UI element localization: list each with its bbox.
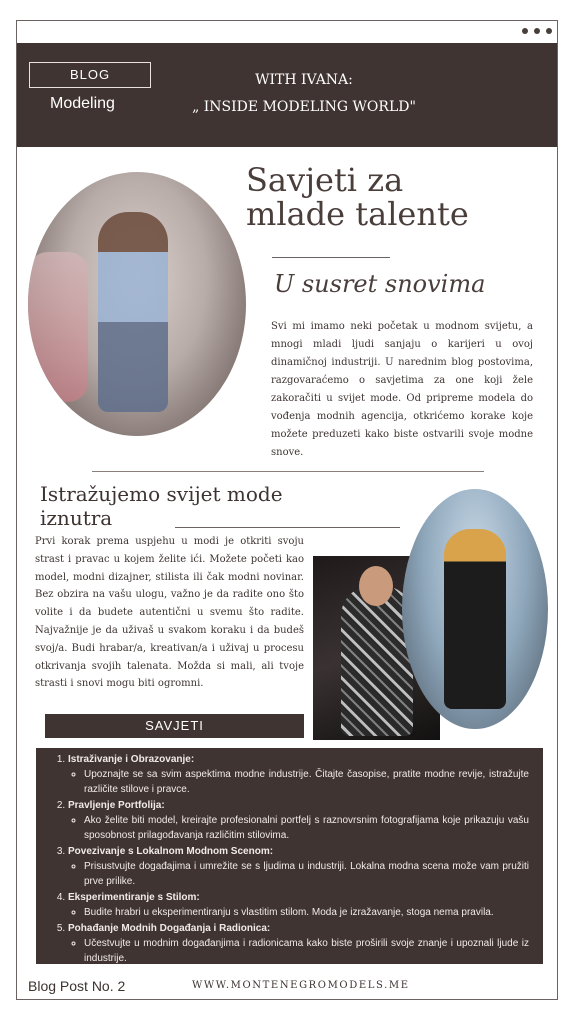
- list-item: [68, 921, 529, 966]
- tip-title: Povezivanje s Lokalnom Modnom Scenom:: [68, 846, 274, 857]
- header-banner: [17, 43, 557, 147]
- category-label[interactable]: Modeling: [50, 95, 115, 112]
- intro-paragraph: Svi mi imamo neki početak u modnom svijetu, a mnogi mladi ljudi sanjaju o karijeri u ovoj dinamičnoj industriji. U narednim blog postovima, razgovaraćemo o savjetima za one koji žele zakoračiti u svijet mode. Od pripreme modela do vođenja modnih agencija, otkrićemo korake koje možete preduzeti kako biste ostvarili svoje modne snove.: [271, 321, 533, 458]
- website-link[interactable]: WWW.MONTENEGROMODELS.ME: [192, 980, 410, 991]
- audience-image-area: [28, 252, 88, 402]
- header-with-line: WITH IVANA:: [255, 72, 353, 88]
- tip-text: ◦ Budite hrabri u eksperimentiranju s vlastitim stilom. Moda je izražavanje, stoga nema pravila.: [84, 905, 529, 920]
- section-title: [40, 482, 320, 530]
- more-options-icon[interactable]: [522, 28, 552, 34]
- list-item: [68, 844, 529, 889]
- tip-text: ◦ Ako želite biti model, kreirajte profesionalni portfelj s raznovrsnim fotografijama koje prikazuju vašu sposobnost prilagođavanja različitim stilovima.: [84, 813, 529, 843]
- tip-text: ◦ Upoznajte se sa svim aspektima modne industrije. Čitajte časopise, pratite modne revije, istražujte različite stilove i pravce.: [84, 767, 529, 797]
- article-subtitle: U susret snovima: [274, 270, 486, 298]
- model-figure-image: [98, 212, 168, 412]
- list-item: [68, 890, 529, 920]
- tip-title: Eksperimentiranje s Stilom:: [68, 892, 200, 903]
- tip-text: ◦ Učestvujte u modnim događanjima i radionicama kako biste proširili svoje znanje i upoznali ljude iz industrije.: [84, 936, 529, 966]
- child-figure-image: [444, 529, 506, 709]
- tip-title: Istraživanje i Obrazovanje:: [68, 754, 195, 765]
- tips-list: [50, 752, 529, 966]
- tip-text: ◦ Prisustvujte događajima i umrežite se s ljudima u industriji. Lokalna modna scena može vam pružiti prve prilike.: [84, 859, 529, 889]
- child-model-photo: [402, 489, 548, 729]
- article-title: [246, 163, 496, 231]
- section-paragraph: Prvi korak prema uspjehu u modi je otkriti svoju strast i pravac u kojem želite ići. Možete početi kao model, modni dizajner, stilista ili čak modni novinar. Bez obzira na vašu ulogu, važno je da radite ono što volite i da budete autentični u svemu što radite. Najvažnije je da uživaš u svakom koraku i da budeš svoj/a. Budi hrabar/a, kreativan/a i uživaj u procesu otkrivanja svojih talenata. Možda si mali, ali tvoje strasti i snovi mogu biti ogromni.: [35, 536, 304, 690]
- header-series-title: „ INSIDE MODELING WORLD": [192, 99, 416, 115]
- list-item: [68, 798, 529, 843]
- article-title-text: Savjeti za mlade talente: [246, 161, 469, 233]
- tip-title: Pohađanje Modnih Događanja i Radionica:: [68, 923, 271, 934]
- model-head-image: [359, 566, 393, 606]
- tips-header-bar: SAVJETI: [45, 714, 304, 738]
- blog-label[interactable]: BLOG: [29, 62, 151, 88]
- tips-panel: [36, 748, 543, 964]
- post-number-label: Blog Post No. 2: [28, 978, 126, 994]
- divider: [272, 257, 390, 258]
- section-divider: [92, 471, 484, 472]
- section-title-underline: [175, 527, 400, 528]
- tip-title: Pravljenje Portfolija:: [68, 800, 165, 811]
- section-title-text: Istražujemo svijet mode iznutra: [40, 482, 283, 530]
- list-item: [68, 752, 529, 797]
- runway-photo: [28, 172, 246, 436]
